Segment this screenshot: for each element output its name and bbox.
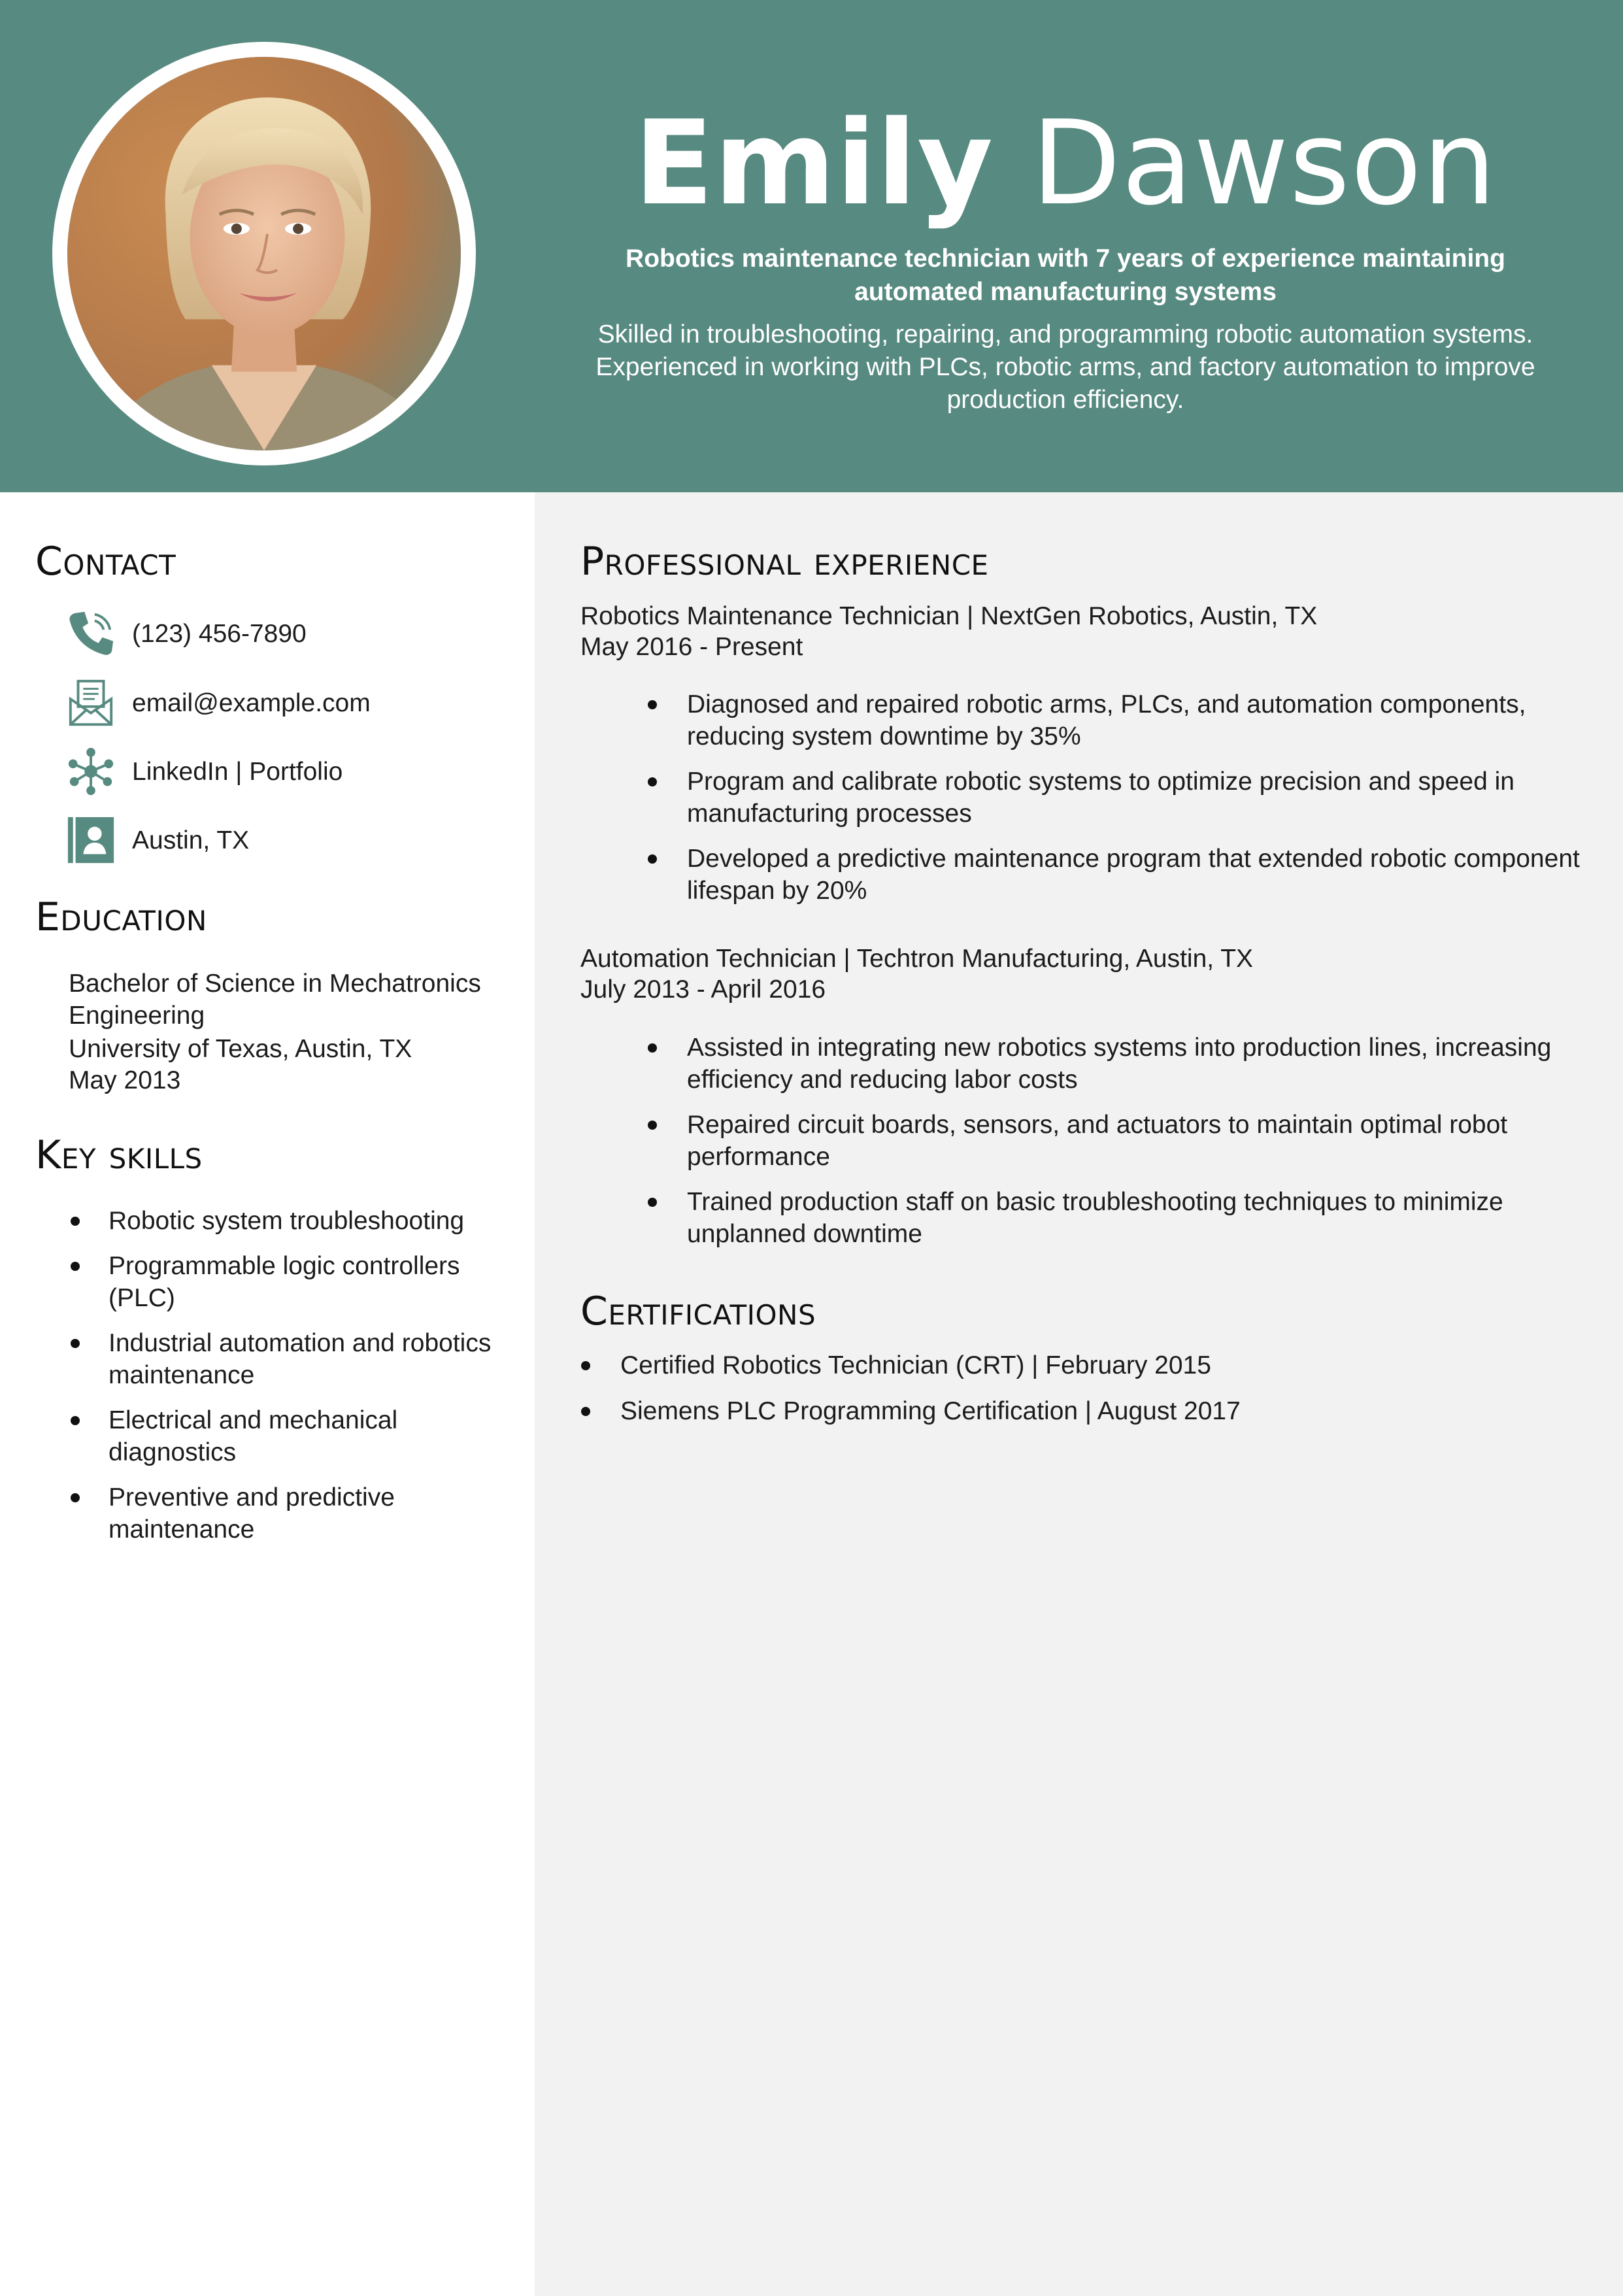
profile-photo-frame bbox=[52, 42, 476, 465]
certifications-list bbox=[579, 1349, 1560, 1441]
degree-line-2: Engineering bbox=[69, 1002, 205, 1030]
contact-links bbox=[65, 746, 510, 798]
last-name: Dawson bbox=[1031, 95, 1497, 231]
job-2-dates: July 2013 - April 2016 bbox=[580, 975, 826, 1004]
contact-location bbox=[65, 815, 510, 867]
job-bullet: Developed a predictive maintenance program that extended robotic component lifespan by 20% bbox=[646, 843, 1581, 907]
first-name: Emily bbox=[634, 95, 994, 231]
contact-email bbox=[65, 677, 510, 730]
profile-photo bbox=[67, 57, 461, 450]
skill-item: Robotic system troubleshooting bbox=[68, 1205, 519, 1237]
job-2-role: Automation Technician | Techtron Manufacturing, Austin, TX bbox=[580, 945, 1254, 973]
job-bullet: Repaired circuit boards, sensors, and actuators to maintain optimal robot performance bbox=[646, 1109, 1581, 1173]
job-bullet: Assisted in integrating new robotics systems into production lines, increasing efficiency and reducing labor costs bbox=[646, 1032, 1581, 1096]
certifications-heading: Certifications bbox=[580, 1289, 816, 1334]
contact-card-icon bbox=[65, 815, 116, 866]
experience-heading: Professional experience bbox=[580, 539, 989, 584]
job-2-bullets bbox=[646, 1032, 1581, 1263]
job-bullet: Trained production staff on basic troubleshooting techniques to minimize unplanned downtime bbox=[646, 1186, 1581, 1250]
location-text: Austin, TX bbox=[132, 826, 250, 854]
degree-line-1: Bachelor of Science in Mechatronics bbox=[69, 970, 481, 998]
school: University of Texas, Austin, TX bbox=[69, 1035, 412, 1063]
email-text: email@example.com bbox=[132, 689, 371, 717]
skill-item: Preventive and predictive maintenance bbox=[68, 1481, 519, 1545]
contact-phone bbox=[65, 608, 510, 660]
summary: Skilled in troubleshooting, repairing, and programming robotic automation systems. Experienced in working with PLCs, robotic arms, and factory automation to improve production efficiency. bbox=[595, 320, 1535, 414]
job-bullet: Diagnosed and repaired robotic arms, PLCs, and automation components, reducing system downtime by 35% bbox=[646, 688, 1581, 752]
graduation-date: May 2013 bbox=[69, 1066, 181, 1094]
envelope-icon bbox=[65, 677, 116, 728]
education-heading: Education bbox=[35, 894, 207, 940]
skills-list bbox=[68, 1205, 519, 1559]
job-1-dates: May 2016 - Present bbox=[580, 633, 803, 661]
candidate-name bbox=[575, 92, 1556, 235]
job-1-role: Robotics Maintenance Technician | NextGen Robotics, Austin, TX bbox=[580, 602, 1318, 630]
skill-item: Industrial automation and robotics maintenance bbox=[68, 1327, 519, 1391]
skill-item: Programmable logic controllers (PLC) bbox=[68, 1250, 519, 1314]
headline: Robotics maintenance technician with 7 years of experience maintaining automated manufacturing systems bbox=[626, 245, 1505, 306]
skill-item: Electrical and mechanical diagnostics bbox=[68, 1404, 519, 1468]
phone-text: (123) 456-7890 bbox=[132, 620, 307, 648]
contact-heading: Contact bbox=[35, 539, 176, 584]
job-bullet: Program and calibrate robotic systems to optimize precision and speed in manufacturing processes bbox=[646, 766, 1581, 830]
header-banner bbox=[0, 0, 1623, 492]
phone-icon bbox=[65, 608, 116, 659]
skills-heading: Key skills bbox=[35, 1132, 203, 1178]
job-1-bullets bbox=[646, 688, 1581, 920]
links-text: LinkedIn | Portfolio bbox=[132, 758, 343, 786]
certification-item: Certified Robotics Technician (CRT) | February 2015 bbox=[579, 1349, 1560, 1381]
certification-item: Siemens PLC Programming Certification | August 2017 bbox=[579, 1395, 1560, 1427]
network-icon bbox=[65, 746, 116, 797]
